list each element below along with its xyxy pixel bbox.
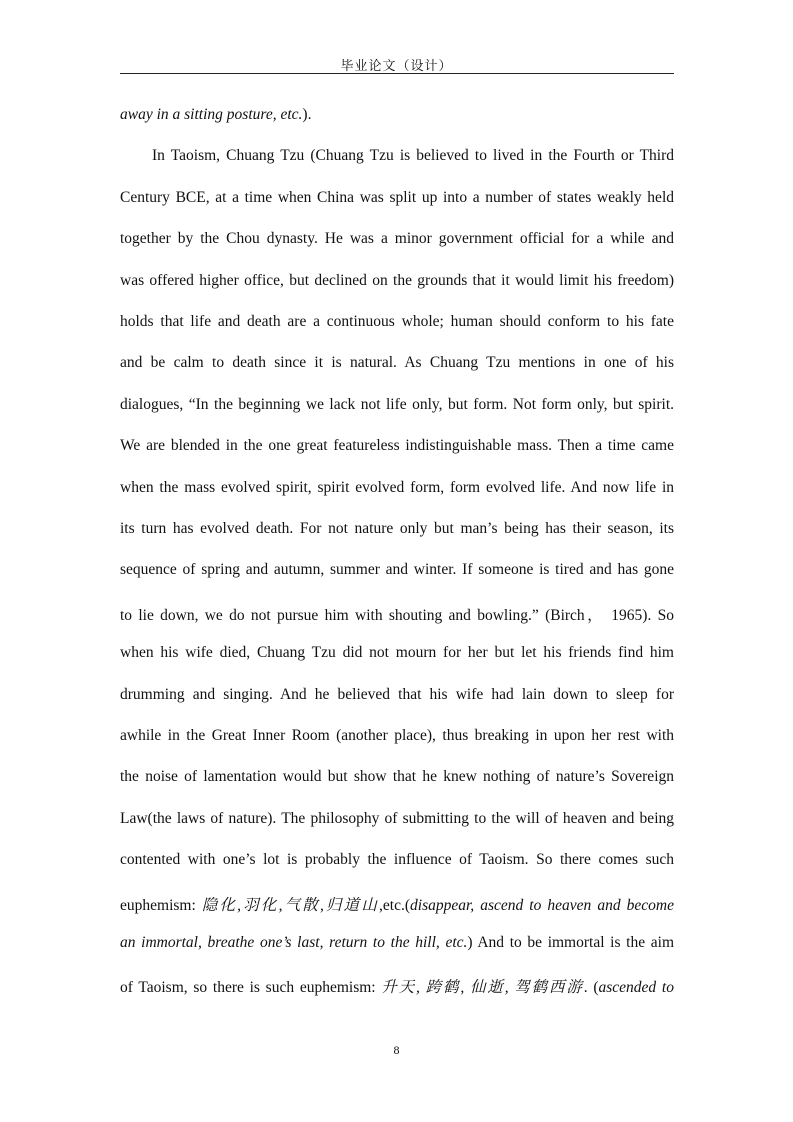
italic-run: an immortal, breathe one’s last, return to the hill, etc.: [120, 934, 468, 951]
text-run: drumming and singing. And he believed that his wife had lain down to sleep for: [120, 685, 674, 703]
text-run: of Taoism, so there is such euphemism:: [120, 979, 382, 997]
text-run: We are blended in the one great featureless indistinguishable mass. Then a time came: [120, 437, 674, 455]
text-line: [120, 520, 674, 538]
page-number: 8: [393, 1043, 400, 1057]
text-run: In Taoism, Chuang Tzu (Chuang Tzu is believed to lived in the Fourth or Third: [152, 147, 674, 165]
text-line: [120, 851, 674, 869]
text-run: awhile in the Great Inner Room (another place), thus breaking in upon her rest with: [120, 727, 674, 744]
text-line: [120, 272, 674, 290]
text-line: [120, 686, 674, 704]
text-run: together by the Chou dynasty. He was a minor government official for a while and: [120, 230, 674, 248]
text-line: [120, 313, 674, 331]
text-run: Law(the laws of nature). The philosophy of submitting to the will of heaven and being: [120, 809, 674, 827]
text-run: Century BCE, at a time when China was split up into a number of states weakly held: [120, 188, 674, 206]
text-line: [120, 644, 674, 662]
text-line: [120, 934, 674, 952]
text-line: [120, 603, 674, 625]
text-run: ) And to be immortal is the aim: [467, 934, 675, 951]
text-line: [120, 354, 674, 372]
text-run: ,etc.(: [379, 896, 411, 914]
header-rule: [120, 73, 674, 74]
text-run: its turn has evolved death. For not nature only but man’s being has their season, its: [120, 520, 674, 537]
text-line: [120, 810, 674, 828]
text-run: and be calm to death since it is natural. As Chuang Tzu mentions in one of his: [120, 354, 674, 372]
text-line: [120, 437, 674, 455]
italic-run: disappear, ascend to heaven and become: [410, 896, 674, 914]
text-line: [120, 727, 674, 745]
text-run: euphemism:: [120, 896, 202, 914]
text-line: [120, 479, 674, 497]
text-run: sequence of spring and autumn, summer and winter. If someone is tired and has gone: [120, 561, 674, 579]
italic-run: away in a sitting posture, etc.: [120, 106, 303, 123]
text-run: when the mass evolved spirit, spirit evolved form, form evolved life. And now life in: [120, 478, 674, 496]
text-line: [120, 893, 674, 915]
text-run: was offered higher office, but declined on the grounds that it would limit his freedom): [120, 271, 674, 289]
text-line: [120, 975, 674, 997]
text-run: dialogues, “In the beginning we lack not life only, but form. Not form only, but spirit.: [120, 395, 674, 413]
text-run: . (: [583, 979, 599, 997]
text-run: to lie down, we do not pursue him with shouting and bowling.” (Birch， 1965). So: [120, 606, 674, 624]
text-run: the noise of lamentation would but show that he knew nothing of nature’s Sovereign: [120, 768, 674, 786]
text-run: ).: [302, 106, 312, 123]
text-line: [120, 106, 674, 124]
text-line: [120, 189, 674, 207]
text-run: when his wife died, Chuang Tzu did not mourn for her but let his friends find him: [120, 644, 674, 662]
text-run: holds that life and death are a continuous whole; human should conform to his fate: [120, 313, 674, 330]
italic-run: 升天, 跨鹤, 仙逝, 驾鹤西游: [381, 979, 584, 997]
text-line: [120, 230, 674, 248]
text-run: contented with one’s lot is probably the influence of Taoism. So there comes such: [120, 851, 674, 869]
italic-run: ascended to: [598, 979, 674, 997]
italic-run: 隐化,羽化,气散,归道山: [201, 896, 380, 914]
text-line: [152, 147, 674, 165]
text-line: [120, 768, 674, 786]
text-line: [120, 396, 674, 414]
header-title: 毕业论文（设计）: [340, 58, 453, 73]
text-line: [120, 561, 674, 579]
